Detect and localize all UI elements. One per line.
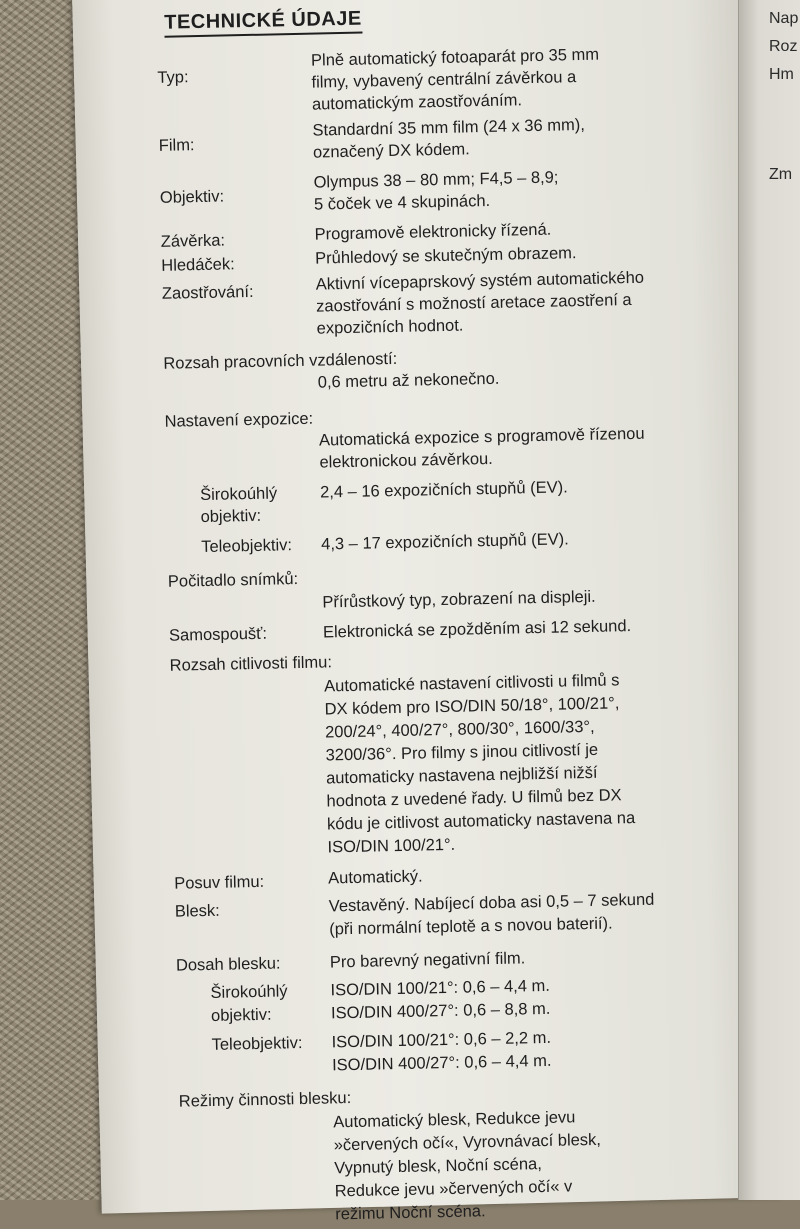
spec-value: Programově elektronicky řízená.: [314, 220, 552, 244]
spec-value: kódu je citlivost automaticky nastavena na: [326, 809, 636, 834]
spec-label: Zaostřování:: [161, 282, 254, 303]
spec-value: Automatické nastavení citlivosti u filmů s: [323, 671, 620, 696]
spec-value: Elektronická se zpožděním asi 12 sekund.: [322, 617, 632, 642]
spec-value: Automatický.: [327, 867, 423, 888]
spec-value: 0,6 metru až nekonečno.: [317, 369, 500, 392]
spec-value: Vypnutý blesk, Noční scéna,: [334, 1155, 542, 1178]
spec-value: ISO/DIN 100/21°: 0,6 – 2,2 m.: [331, 1028, 552, 1052]
spec-value: Přírůstkový typ, zobrazení na displeji.: [322, 587, 596, 612]
spec-value: 3200/36°. Pro filmy s jinou citlivostí je: [325, 740, 599, 765]
spec-sublabel: Širokoúhlý: [199, 484, 278, 505]
spec-value: hodnota z uvedené řady. U filmů bez DX: [326, 786, 622, 811]
spec-sublabel: Teleobjektiv:: [201, 536, 293, 557]
spec-value: 200/24°, 400/27°, 800/30°, 1600/33°,: [324, 717, 595, 742]
spec-sublabel: Teleobjektiv:: [211, 1034, 303, 1054]
spec-value: 2,4 – 16 expozičních stupňů (EV).: [319, 478, 568, 502]
spec-value: zaostřování s možností aretace zaostření a: [316, 290, 632, 316]
spec-label: Hledáček:: [161, 255, 235, 275]
adjacent-page-text: Nap: [769, 10, 799, 27]
adjacent-page-text: Hm: [769, 66, 794, 83]
spec-value: Olympus 38 – 80 mm; F4,5 – 8,9;: [313, 168, 559, 192]
spec-value: označený DX kódem.: [312, 140, 470, 162]
spec-value: Aktivní vícepaprskový systém automatického: [315, 268, 645, 294]
spec-value: ISO/DIN 100/21°: 0,6 – 4,4 m.: [330, 976, 551, 1000]
spec-value: režimu Noční scéna.: [335, 1202, 486, 1224]
spec-value: Vestavěný. Nabíjecí doba asi 0,5 – 7 sekund: [328, 890, 655, 916]
spec-label: Blesk:: [174, 901, 220, 921]
spec-label: Rozsah pracovních vzdáleností:: [163, 349, 398, 373]
spec-value: Automatický blesk, Redukce jevu: [333, 1108, 576, 1132]
spec-value: expozičních hodnot.: [316, 316, 464, 338]
spec-value: (při normální teplotě a s novou baterií).: [329, 914, 613, 939]
spec-value: DX kódem pro ISO/DIN 50/18°, 100/21°,: [324, 694, 620, 719]
spec-value: automaticky nastavena nejbližší nižší: [325, 763, 598, 788]
spec-label: Rozsah citlivosti filmu:: [169, 653, 333, 675]
spec-value: elektronickou závěrkou.: [319, 449, 493, 472]
spec-value: 5 čoček ve 4 skupinách.: [313, 191, 491, 214]
spec-sublabel: objektiv:: [210, 1005, 272, 1025]
spec-value: filmy, vybavený centrální závěrkou a: [311, 68, 577, 92]
spec-label: Režimy činnosti blesku:: [178, 1089, 352, 1111]
spec-sublabel: objektiv:: [200, 506, 262, 527]
adjacent-page-text: Roz: [769, 38, 798, 55]
spec-label: Posuv filmu:: [174, 872, 265, 893]
spec-value: Redukce jevu »červených očí« v: [334, 1177, 573, 1201]
spec-label: Počitadlo snímků:: [167, 570, 299, 591]
spec-label: Objektiv:: [159, 187, 225, 207]
adjacent-page-text: Zm: [769, 166, 793, 183]
spec-value: »červených očí«, Vyrovnávací blesk,: [333, 1130, 602, 1155]
spec-value: ISO/DIN 400/27°: 0,6 – 8,8 m.: [330, 999, 551, 1023]
spec-value: 4,3 – 17 expozičních stupňů (EV).: [321, 530, 569, 554]
page-title: TECHNICKÉ ÚDAJE: [164, 8, 362, 38]
spec-label: Typ:: [157, 68, 189, 87]
spec-value: Pro barevný negativní film.: [329, 949, 526, 972]
spec-value: automatickým zaostřováním.: [311, 91, 523, 114]
spec-sublabel: Širokoúhlý: [210, 982, 288, 1002]
spec-value: Průhledový se skutečným obrazem.: [315, 244, 577, 268]
spec-value: Plně automatický fotoaparát pro 35 mm: [310, 45, 600, 70]
spec-label: Samospoušť:: [168, 624, 268, 645]
spec-value: ISO/DIN 400/27°: 0,6 – 4,4 m.: [331, 1051, 552, 1075]
spec-label: Závěrka:: [160, 231, 226, 251]
spec-label: Dosah blesku:: [175, 954, 281, 975]
spec-label: Nastavení expozice:: [164, 409, 314, 431]
spec-value: Standardní 35 mm film (24 x 36 mm),: [312, 115, 585, 140]
spec-value: Automatická expozice s programově řízenou: [318, 424, 645, 450]
spec-value: ISO/DIN 100/21°.: [327, 835, 456, 857]
spec-label: Film:: [158, 136, 195, 155]
